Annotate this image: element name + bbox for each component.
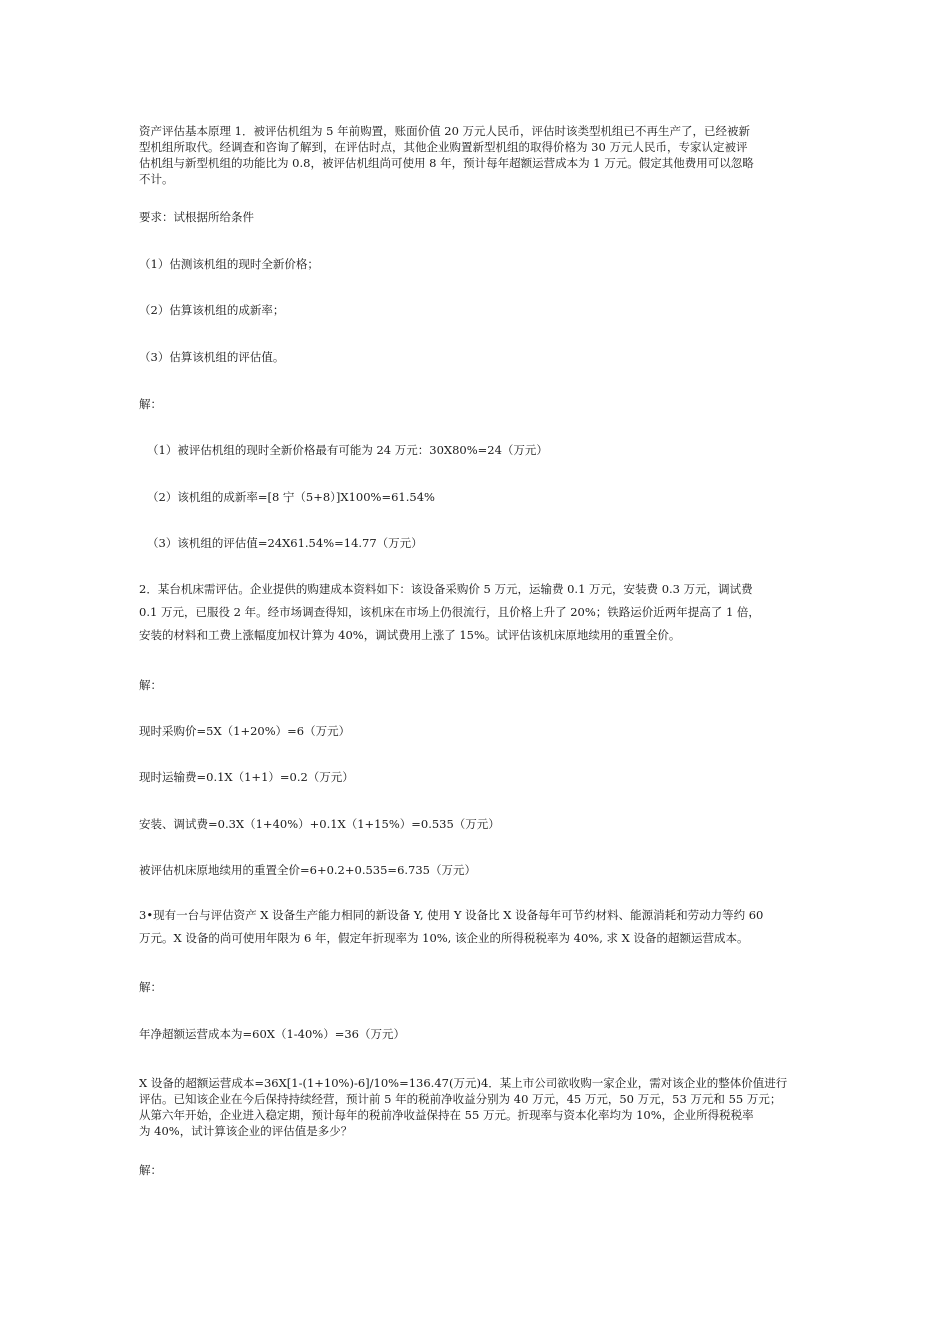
requirement-text: 要求：试根据所给条件 bbox=[139, 210, 254, 224]
calc-line: 安装、调试费=0.3X（1+40%）+0.1X（1+15%）=0.535（万元） bbox=[139, 817, 500, 831]
answer-1: （1）被评估机组的现时全新价格最有可能为 24 万元：30X80%=24（万元） bbox=[147, 443, 548, 457]
text-line: 安装的材料和工费上涨幅度加权计算为 40%，调试费用上涨了 15%。试评估该机床原地续用的重置全价。 bbox=[139, 628, 681, 642]
text-line: 为 40%，试计算该企业的评估值是多少？ bbox=[139, 1124, 353, 1138]
calc-line: 现时运输费=0.1X（1+1）=0.2（万元） bbox=[139, 770, 354, 784]
text-line: X 设备的超额运营成本=36X[1-(1+10%)-6]/10%=136.47(万元)4．某上市公司欲收购一家企业，需对该企业的整体价值进行 bbox=[139, 1076, 788, 1090]
text-line: 估机组与新型机组的功能比为 0.8，被评估机组尚可使用 8 年，预计每年超额运营成本为 1 万元。假定其他费用可以忽略 bbox=[139, 156, 754, 170]
text-line: 3•现有一台与评估资产 X 设备生产能力相同的新设备 Y, 使用 Y 设备比 X 设备每年可节约材料、能源消耗和劳动力等约 60 bbox=[139, 908, 764, 922]
question-3: （3）估算该机组的评估值。 bbox=[139, 350, 285, 364]
solution-label: 解： bbox=[139, 397, 162, 411]
text-line: 万元。X 设备的尚可使用年限为 6 年，假定年折现率为 10%, 该企业的所得税税率为 40%, 求 X 设备的超额运营成本。 bbox=[139, 931, 749, 945]
solution-label: 解： bbox=[139, 1163, 162, 1177]
calc-line: 年净超额运营成本为=60X（1-40%）=36（万元） bbox=[139, 1027, 405, 1041]
text-line: 资产评估基本原理 1．被评估机组为 5 年前购置，账面价值 20 万元人民币，评估时该类型机组已不再生产了，已经被新 bbox=[139, 124, 751, 138]
solution-label: 解： bbox=[139, 980, 162, 994]
answer-3: （3）该机组的评估值=24X61.54%=14.77（万元） bbox=[147, 536, 423, 550]
text-line: 0.1 万元，已服役 2 年。经市场调查得知，该机床在市场上仍很流行，且价格上升了 20%；铁路运价近两年提高了 1 倍， bbox=[139, 605, 760, 619]
text-line: 从第六年开始，企业进入稳定期，预计每年的税前净收益保持在 55 万元。折现率与资本化率均为 10%，企业所得税税率 bbox=[139, 1108, 754, 1122]
question-1: （1）估测该机组的现时全新价格； bbox=[139, 257, 319, 271]
question-2: （2）估算该机组的成新率； bbox=[139, 303, 285, 317]
text-line: 型机组所取代。经调查和咨询了解到，在评估时点，其他企业购置新型机组的取得价格为 30 万元人民币，专家认定被评 bbox=[139, 140, 748, 154]
answer-2: （2）该机组的成新率=[8 宁（5+8）]X100%=61.54% bbox=[147, 490, 435, 504]
calc-line: 被评估机床原地续用的重置全价=6+0.2+0.535=6.735（万元） bbox=[139, 863, 476, 877]
text-line: 2．某台机床需评估。企业提供的购建成本资料如下：该设备采购价 5 万元，运输费 0.1 万元，安装费 0.3 万元，调试费 bbox=[139, 582, 753, 596]
text-line: 评估。已知该企业在今后保持持续经营，预计前 5 年的税前净收益分别为 40 万元，45 万元，50 万元，53 万元和 55 万元； bbox=[139, 1092, 782, 1106]
solution-label: 解： bbox=[139, 678, 162, 692]
text-line: 不计。 bbox=[139, 172, 174, 186]
calc-line: 现时采购价=5X（1+20%）=6（万元） bbox=[139, 724, 351, 738]
